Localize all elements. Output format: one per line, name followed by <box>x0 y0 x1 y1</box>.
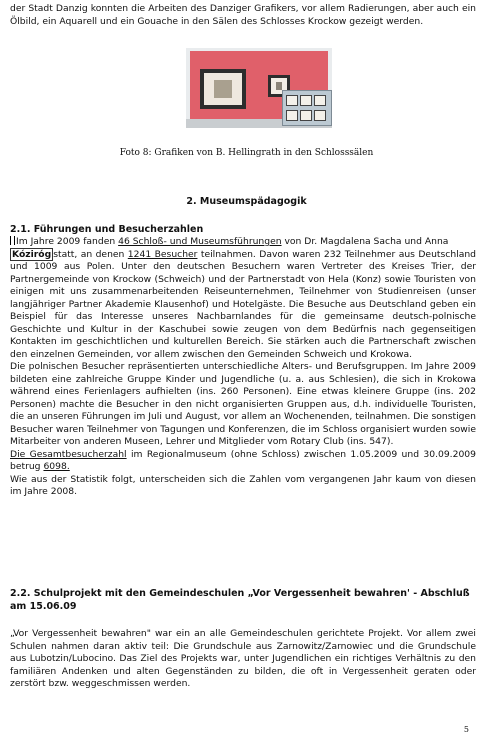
paragraph-statistics: Wie aus der Statistik folgt, unterscheiden sich die Zahlen vom vergangenen Jahr kaum von diesen im Jahre 2008. <box>10 473 476 497</box>
exhibition-photo <box>186 48 332 128</box>
framed-etching-large <box>200 69 246 109</box>
photo-caption: Foto 8: Grafiken von B. Hellingrath in den Schlosssälen <box>119 148 374 158</box>
section-title: 2. Museumspädagogik <box>186 196 307 207</box>
display-case <box>282 90 332 126</box>
subsection-heading-2-1: 2.1. Führungen und Besucherzahlen <box>10 224 204 235</box>
subsection-heading-2-2: 2.2. Schulprojekt mit den Gemeindeschulen „Vor Vergessenheit bewahren' - Abschluß am 15.06.09 <box>10 588 470 612</box>
page-number: 5 <box>463 725 469 734</box>
subsection-2-1-body: Im Jahre 2009 fanden 46 Schloß- und Museumsführungen von Dr. Magdalena Sacha und Anna Kózirόg statt, an denen 1241 Besucher teilnahmen. Davon waren 232 Teilnehmer aus Deutschland und 1009 aus Polen. Unter den deutschen Besuchern waren Vertreter des Kreises Trier, der Partnergemeinde von Krockow (Schweich) und der Partnerstadt von Hela (Konz) sowie Touristen von einigen mit uns zusammenarbeitenden Reiseunternehmen, Teilnehmer von Studienreisen (unser langjähriger Partner Akademie Klausenhof) und Hotelgäste. Die Besuche aus Deutschland geben ein Beispiel für das Interesse unseres Nachbarnlandes für die gemeinsame deutsch-polnische Geschichte und Kultur in der Kaschubei sowie zeugen von dem Bedürfnis nach gegenseitigen Kontakten im geschichtlichen und kulturellen Bereich. Sie stärken auch die Partnerschaft zwischen den einzelnen Gemeinden, vor allem zwischen den Gemeinden Schweich und Krokowa. Die polnischen Besucher repräsentierten unterschiedliche Alters- und Berufsgruppen. Im Jahre 2009 bildeten eine zahlreiche Gruppe Kinder und Jugendliche (u. a. aus Schlesien), die sich in Krokowa während eines Ferienlagers aufhielten (ins. 260 Personen). Eine etwas kleinere Gruppe (ins. 202 Personen) machte die Besucher in den nicht organisierten Gruppen aus, d.h. individuelle Touristen, die an unseren Führungen im Juli und August, vor allem an Wochenenden, teilnahmen. Die sonstigen Besucher waren Teilnehmer von Tagungen und Konferenzen, die im Schloss organisiert wurden sowie Mitarbeiter von anderen Museen, Lehrer und Mitglieder vom Rotary Club (ins. 547). Die Gesamtbesucherzahl im Regionalmuseum (ohne Schloss) zwischen 1.05.2009 und 30.09.2009 betrug 6098. Wie aus der Statistik folgt, unterscheiden sich die Zahlen vom vergangenen Jahr kaum von diesen im Jahre 2008. <box>10 236 476 497</box>
subsection-2-2-body: „Vor Vergessenheit bewahren" war ein an alle Gemeindeschulen gerichtete Projekt. Vor allem zwei Schulen nahmen daran aktiv teil: Die Grundschule aus Zarnowitz/Zarnowiec und die Grundschule aus Lubotzin/Lubocino. Das Ziel des Projekts war, unter Jugendlichen ein richtiges Verhältnis zu den familiären Andenken und alten Gegenständen zu bilden, die oft in Vergessenheit geraten oder zerstört bzw. weggeschmissen werden. <box>10 628 476 689</box>
total-visitors-value: 6098. <box>43 461 70 472</box>
name-annotation: Kózirόg <box>12 248 52 260</box>
text-cursor-marker <box>10 236 15 245</box>
paragraph-polish-visitors: Die polnischen Besucher repräsentierten unterschiedliche Alters- und Berufsgruppen. Im Jahre 2009 bildeten eine zahlreiche Gruppe Kinder und Jugendliche (u. a. aus Schlesien), die sich in Krokowa während eines Ferienlagers aufhielten (ins. 260 Personen). Eine etwas kleinere Gruppe (ins. 202 Personen) machte die Besucher in den nicht organisierten Gruppen aus, d.h. individuelle Touristen, die an unseren Führungen im Juli und August, vor allem an Wochenenden, teilnahmen. Die sonstigen Besucher waren Teilnehmer von Tagungen und Konferenzen, die im Schloss organisiert wurden sowie Mitarbeiter von anderen Museen, Lehrer und Mitglieder vom Rotary Club (ins. 547). <box>10 361 476 447</box>
intro-paragraph: der Stadt Danzig konnten die Arbeiten des Danziger Grafikers, vor allem Radierungen, aber auch ein Ölbild, ein Aquarell und ein Gouache in den Sälen des Schlosses Krockow gezeigt werden. <box>10 3 476 27</box>
tours-count-link: 46 Schloß- und Museumsführungen <box>118 236 282 247</box>
total-visitors-label: Die Gesamtbesucherzahl <box>10 448 127 460</box>
visitor-count-link: 1241 Besucher <box>127 248 198 260</box>
